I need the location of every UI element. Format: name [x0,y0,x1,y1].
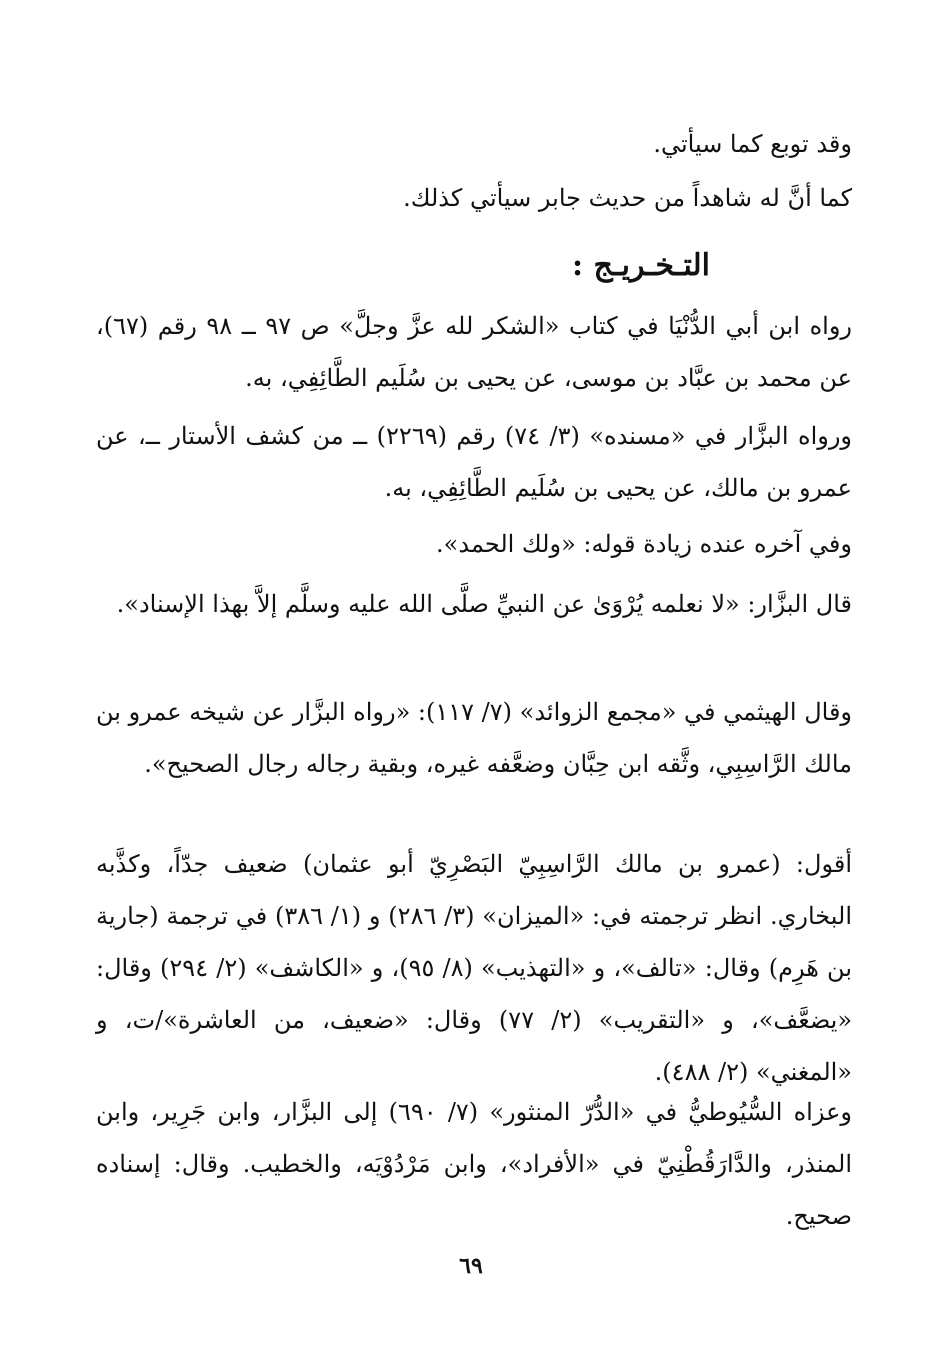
paragraph-suyuti: وعزاه السُّيُوطيُّ في «الدُّرّ المنثور» (٧/ ٦٩٠) إلى البزَّار، وابن جَرِير، وابن المنذر، والدَّارَقُطْنِيّ في «الأفراد»، وابن مَرْدُوْيَه، والخطيب. وقال: إسناده صحيح. [96,1098,852,1230]
paragraph-addition: وفي آخره عنده زيادة قوله: «ولك الحمد». [436,530,852,558]
paragraph-bazzar-musnad: ورواه البزَّار في «مسنده» (٣/ ٧٤) رقم (٢٢٦٩) ــ من كشف الأستار ــ، عن عمرو بن مالك، عن يحيى بن سُلَيم الطَّائِفِي، به. [96,422,853,502]
paragraph-bazzar-quote: قال البزَّار: «لا نعلمه يُرْوَىٰ عن النبيِّ صلَّى الله عليه وسلَّم إلاَّ بهذا الإسناد». [116,590,852,618]
paragraph-ibn-abi-dunya: رواه ابن أبي الدُّنْيَا في كتاب «الشكر لله عزَّ وجلَّ» ص ٩٧ ــ ٩٨ رقم (٦٧)، عن محمد بن عبَّاد بن موسى، عن يحيى بن سُلَيم الطَّائِفِي، به. [96,312,852,392]
section-heading: التـخـريـج : [571,248,710,283]
intro-line-1: وقد توبع كما سيأتي. [653,130,852,158]
page-number: ٦٩ [459,1253,483,1279]
intro-line-2: كما أنَّ له شاهداً من حديث جابر سيأتي كذلك. [403,184,852,212]
paragraph-author-note: أقول: (عمرو بن مالك الرَّاسِبِيّ البَصْرِيّ أبو عثمان) ضعيف جدّاً، وكذَّبه البخاري. انظر ترجمته في: «الميزان» (٣/ ٢٨٦) و (١/ ٣٨٦) في ترجمة (جارية بن هَرِم) وقال: «تالف»، و «التهذيب» (٨/ ٩٥)، و «الكاشف» (٢/ ٢٩٤) وقال: «يضعَّف»، و «التقريب» (٢/ ٧٧) وقال: «ضعيف، من العاشرة»/ت، و «المغني» (٢/ ٤٨٨). [96,850,853,1086]
paragraph-haythami: وقال الهيثمي في «مجمع الزوائد» (٧/ ١١٧): «رواه البزَّار عن شيخه عمرو بن مالك الرَّاسِبِي، وثَّقه ابن حِبَّان وضعَّفه غيره، وبقية رجاله رجال الصحيح». [96,698,853,778]
